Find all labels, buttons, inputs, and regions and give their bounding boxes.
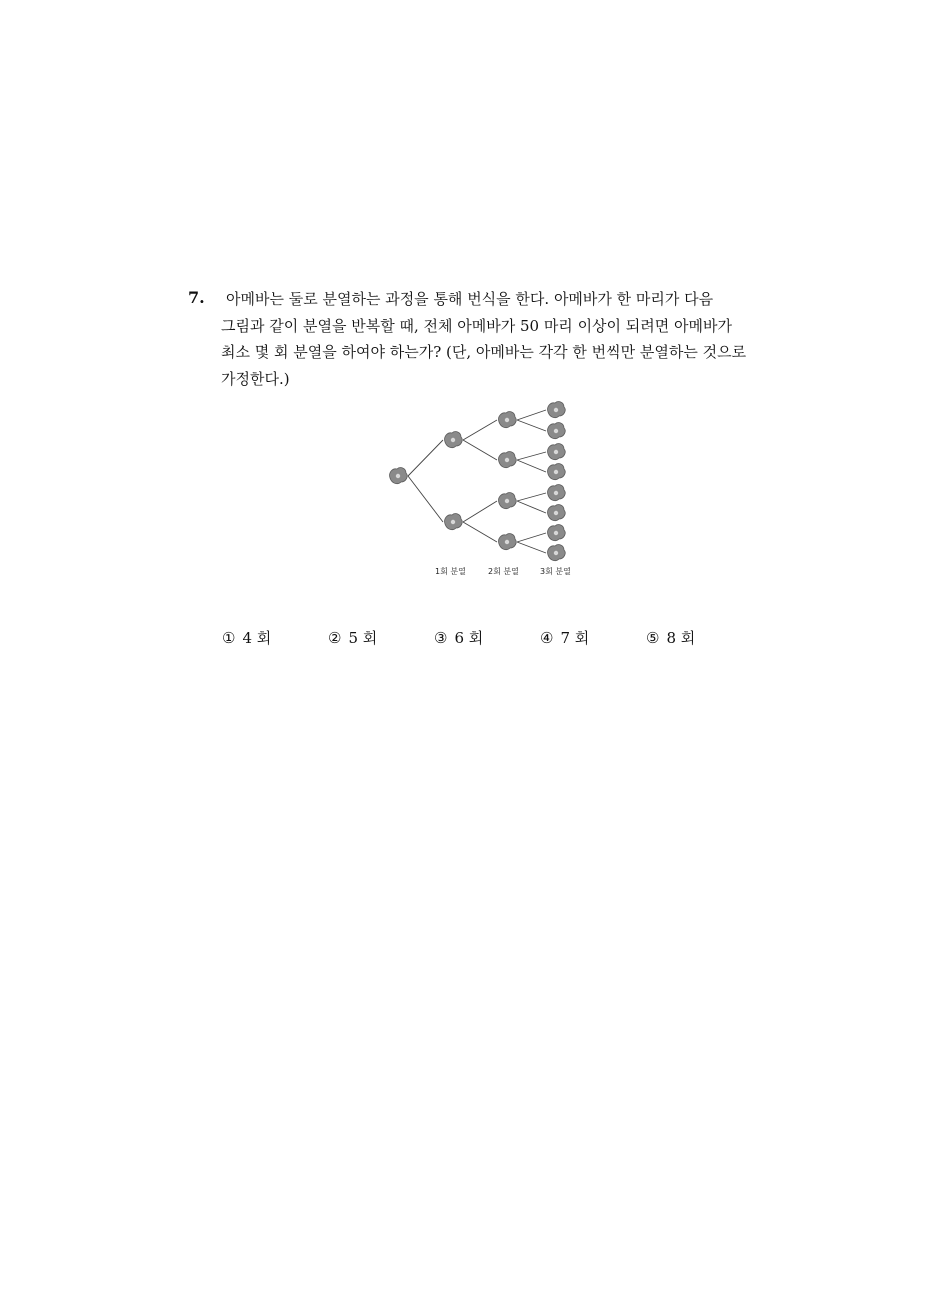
amoeba-icon	[548, 444, 566, 460]
choice-mark: ④	[540, 629, 554, 647]
choice-3[interactable]	[434, 627, 483, 648]
question-line: 아메바는 둘로 분열하는 과정을 통해 번식을 한다. 아메바가 한 마리가 다음	[226, 290, 714, 308]
division-line	[408, 440, 443, 476]
division-line	[463, 420, 497, 440]
amoeba-icon	[499, 534, 517, 550]
choice-mark: ③	[434, 629, 448, 647]
question-number: 7.	[188, 288, 205, 307]
amoeba-icon	[499, 452, 517, 468]
amoeba-icon	[390, 468, 408, 484]
amoeba-icon	[548, 485, 566, 501]
choice-2[interactable]	[328, 627, 377, 648]
division-line	[517, 501, 546, 513]
amoeba-division-diagram	[380, 398, 590, 583]
choice-text: 6 회	[454, 629, 484, 647]
amoeba-icon	[445, 514, 463, 530]
choice-text: 5 회	[348, 629, 378, 647]
division-line	[517, 452, 546, 460]
division-label-2: 2회 분열	[488, 567, 519, 576]
amoeba-icon	[548, 505, 566, 521]
question-line: 그림과 같이 분열을 반복할 때, 전체 아메바가 50 마리 이상이 되려면 아메바가	[221, 316, 733, 335]
division-tree	[380, 398, 590, 566]
amoeba-icon	[548, 525, 566, 541]
division-line	[517, 420, 546, 431]
choice-mark: ①	[222, 629, 236, 647]
division-line	[408, 476, 443, 522]
choice-4[interactable]	[540, 627, 589, 648]
question-text	[221, 286, 751, 392]
amoeba-icon	[548, 464, 566, 480]
amoeba-icon	[445, 432, 463, 448]
choice-text: 8 회	[666, 629, 696, 647]
choice-mark: ⑤	[646, 629, 660, 647]
answer-choices	[222, 627, 722, 651]
question-line: 가정한다.)	[221, 369, 290, 388]
division-line	[517, 410, 546, 420]
choice-1[interactable]	[222, 627, 271, 648]
division-label-3: 3회 분열	[540, 567, 571, 576]
division-line	[463, 522, 497, 542]
amoeba-icon	[548, 545, 566, 561]
division-line	[517, 460, 546, 472]
division-line	[517, 493, 546, 501]
division-line	[463, 440, 497, 460]
amoeba-icon	[548, 423, 566, 439]
amoeba-icon	[499, 493, 517, 509]
choice-text: 7 회	[560, 629, 590, 647]
amoeba-icon	[548, 402, 566, 418]
division-label-1: 1회 분열	[435, 567, 466, 576]
division-line	[463, 501, 497, 522]
division-line	[517, 533, 546, 542]
choice-5[interactable]	[646, 627, 695, 648]
amoeba-icon	[499, 412, 517, 428]
choice-text: 4 회	[242, 629, 272, 647]
choice-mark: ②	[328, 629, 342, 647]
division-line	[517, 542, 546, 553]
question-line: 최소 몇 회 분열을 하여야 하는가? (단, 아메바는 각각 한 번씩만 분열하는 것으로	[221, 343, 747, 361]
